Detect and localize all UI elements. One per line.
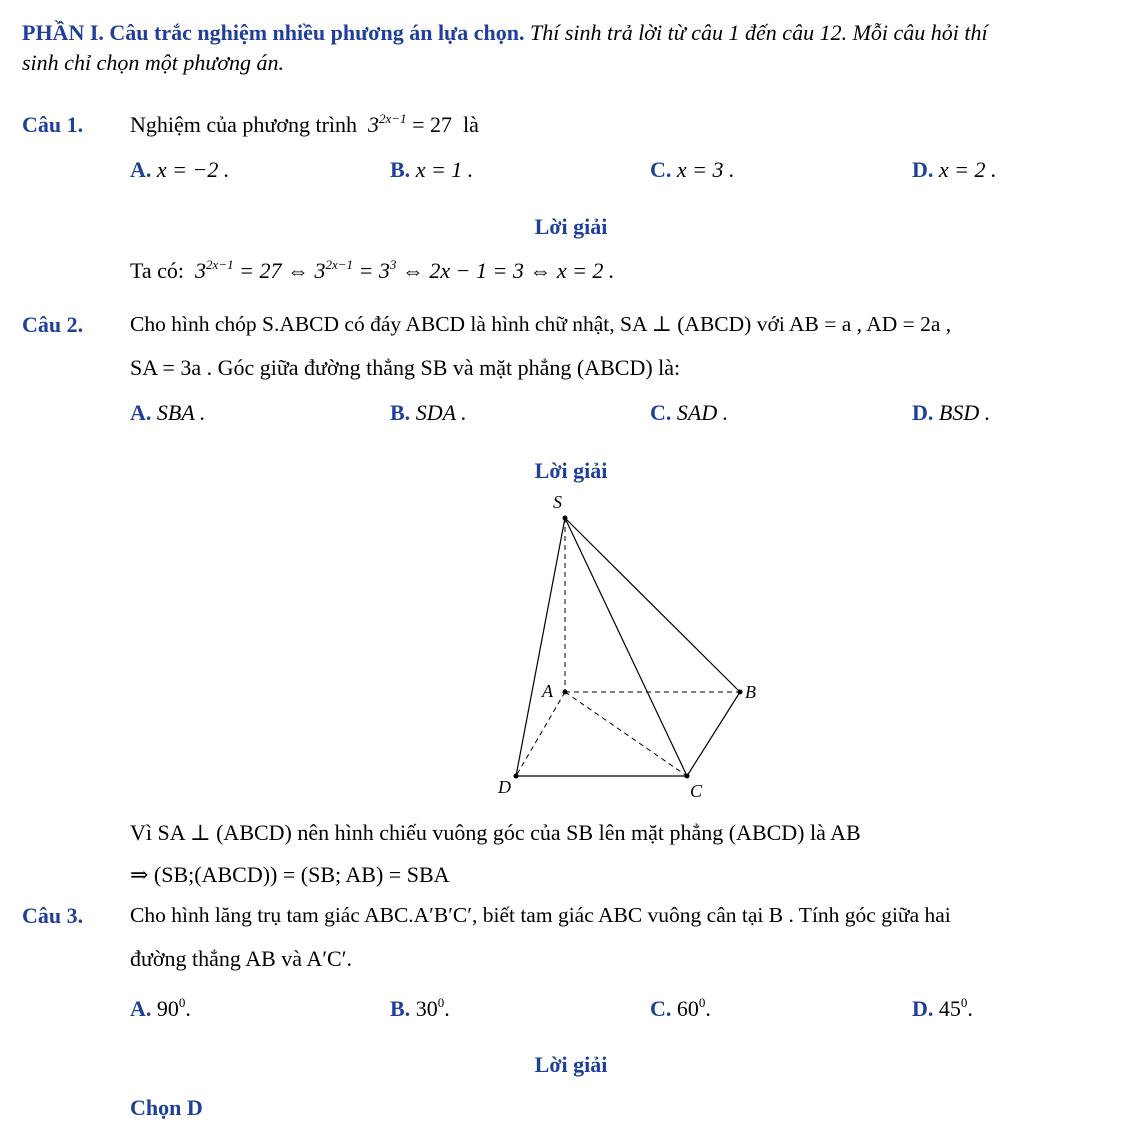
q1-sol-part2: = 3: [358, 258, 390, 283]
q1-label: Câu 1.: [22, 112, 84, 137]
option-value: 30: [415, 996, 438, 1021]
q3-option-c[interactable]: [650, 996, 711, 1022]
q3-stem-line2: đường thẳng AB và A′C′.: [130, 946, 353, 971]
q2-option-c[interactable]: [650, 400, 728, 426]
q1-sol-exp: 2x−1: [206, 257, 234, 272]
option-letter: D.: [912, 157, 934, 182]
q2-stem-line1: Cho hình chóp S.ABCD có đáy ABCD là hình chữ nhật, SA ⊥ (ABCD) với AB = a , AD = 2a ,: [130, 312, 952, 336]
q2-stem-line2: SA = 3a . Góc giữa đường thẳng SB và mặt phẳng (ABCD) là:: [130, 355, 681, 380]
edge-sb: [565, 518, 740, 692]
section-title: PHẦN I. Câu trắc nghiệm nhiều phương án lựa chọn.: [22, 20, 525, 45]
q1-stem: [130, 112, 479, 138]
q1-option-b[interactable]: [390, 157, 473, 183]
q1-option-c[interactable]: [650, 157, 735, 183]
q1-stem-text: Nghiệm của phương trình: [130, 112, 358, 137]
q1-eq-base: 3: [368, 112, 380, 137]
q3-solution-heading: Lời giải: [534, 1052, 608, 1077]
q1-eq-rhs: = 27: [412, 112, 452, 137]
q1-solution-heading: Lời giải: [534, 214, 608, 239]
label-b: B: [745, 682, 756, 702]
section-intro: Thí sinh trả lời từ câu 1 đến câu 12. Mỗi câu hỏi thí: [530, 20, 988, 45]
option-text: x = 2 .: [938, 157, 997, 182]
vertex-d: [514, 774, 519, 779]
q2-solution-heading: Lời giải: [534, 458, 608, 483]
option-letter: A.: [130, 996, 152, 1021]
edge-ac: [565, 692, 687, 776]
q3-answer: Chọn D: [130, 1095, 203, 1120]
option-letter: C.: [650, 400, 672, 425]
option-letter: B.: [390, 400, 411, 425]
option-text: SDA .: [415, 400, 467, 425]
q2-solution-line2: ⇒ (SB;(ABCD)) = (SB; AB) = SBA: [130, 862, 450, 887]
q1-sol-base: 3: [195, 258, 207, 283]
q1-sol-exp2: 2x−1: [325, 257, 353, 272]
edge-sc: [565, 518, 687, 776]
section-intro-2: sinh chỉ chọn một phương án.: [22, 50, 285, 75]
pyramid-figure: [490, 492, 780, 807]
label-c: C: [690, 781, 703, 801]
q2-option-d[interactable]: [912, 400, 990, 426]
q1-sol-part3: ⇔ 2x − 1 = 3 ⇔ x = 2 .: [401, 258, 615, 283]
option-letter: A.: [130, 400, 152, 425]
section-header: [22, 20, 988, 46]
edge-ad: [516, 692, 565, 776]
edge-cb: [687, 692, 740, 776]
q3-option-d[interactable]: [912, 996, 973, 1022]
option-text: SAD .: [676, 400, 729, 425]
option-tail: .: [705, 996, 711, 1021]
option-letter: C.: [650, 996, 672, 1021]
label-a: A: [542, 681, 553, 701]
q1-option-d[interactable]: [912, 157, 997, 183]
q1-eq-exp: 2x−1: [379, 111, 407, 126]
option-value: 45: [938, 996, 961, 1021]
option-letter: A.: [130, 157, 152, 182]
q3-option-b[interactable]: [390, 996, 450, 1022]
q1-sol-part1: = 27 ⇔ 3: [239, 258, 326, 283]
option-text: x = −2 .: [156, 157, 230, 182]
label-s: S: [553, 492, 562, 512]
vertex-s: [563, 516, 568, 521]
vertex-b: [738, 690, 743, 695]
q2-option-a[interactable]: [130, 400, 205, 426]
option-degree: 0: [178, 995, 186, 1010]
option-tail: .: [185, 996, 191, 1021]
q2-option-b[interactable]: [390, 400, 467, 426]
q3-option-a[interactable]: [130, 996, 191, 1022]
q3-label: Câu 3.: [22, 903, 84, 928]
option-letter: B.: [390, 996, 411, 1021]
q1-sol-exp3: 3: [389, 257, 397, 272]
option-tail: .: [967, 996, 973, 1021]
option-text: x = 3 .: [676, 157, 735, 182]
q1-option-a[interactable]: [130, 157, 229, 183]
q2-label: Câu 2.: [22, 312, 84, 337]
option-text: SBA .: [156, 400, 206, 425]
label-d: D: [498, 777, 511, 797]
option-degree: 0: [698, 995, 706, 1010]
option-text: BSD .: [938, 400, 991, 425]
option-tail: .: [444, 996, 450, 1021]
q1-solution: [130, 258, 614, 284]
option-letter: D.: [912, 400, 934, 425]
option-value: 60: [676, 996, 699, 1021]
q2-solution-line1: Vì SA ⊥ (ABCD) nên hình chiếu vuông góc của SB lên mặt phẳng (ABCD) là AB: [130, 820, 861, 845]
option-degree: 0: [437, 995, 445, 1010]
option-value: 90: [156, 996, 179, 1021]
option-letter: B.: [390, 157, 411, 182]
edge-sd: [516, 518, 565, 776]
vertex-a: [563, 690, 568, 695]
q1-stem-end: là: [462, 112, 479, 137]
vertex-c: [685, 774, 690, 779]
q1-solution-prefix: Ta có:: [130, 258, 185, 283]
q3-stem-line1: Cho hình lăng trụ tam giác ABC.A′B′C′, biết tam giác ABC vuông cân tại B . Tính góc giữa hai: [130, 903, 951, 927]
option-letter: C.: [650, 157, 672, 182]
option-degree: 0: [960, 995, 968, 1010]
option-letter: D.: [912, 996, 934, 1021]
option-text: x = 1 .: [415, 157, 474, 182]
